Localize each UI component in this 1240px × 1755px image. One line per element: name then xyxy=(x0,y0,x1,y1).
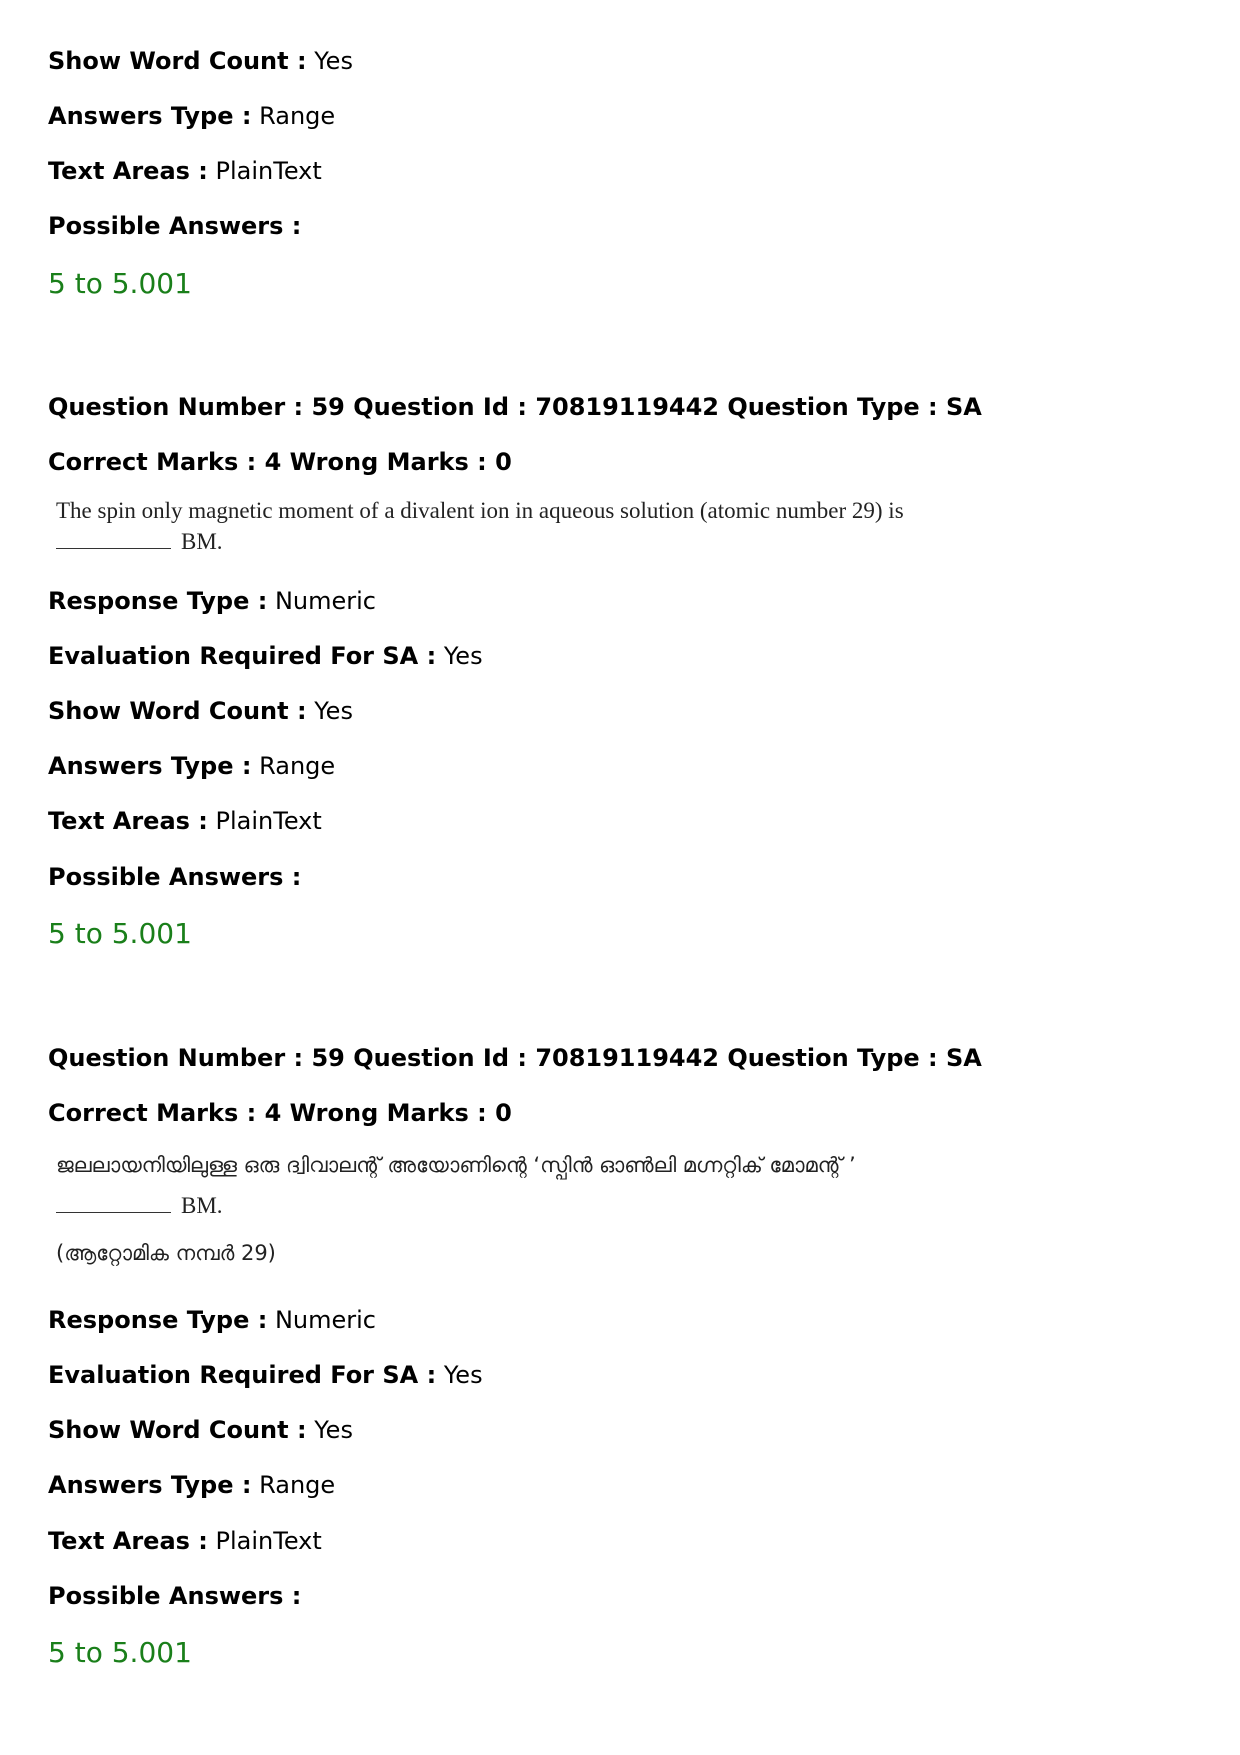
field-label: Possible Answers : xyxy=(48,863,302,891)
question-header xyxy=(48,392,982,422)
question-unit: BM. xyxy=(181,529,223,554)
possible-answer-value: 5 to 5.001 xyxy=(48,1636,192,1669)
show-word-count-field xyxy=(48,696,353,726)
field-value: Range xyxy=(259,1471,336,1499)
show-word-count-field xyxy=(48,46,353,76)
question-text-line-2 xyxy=(56,526,223,557)
field-value: Yes xyxy=(443,1361,483,1389)
question-text-line-1: The spin only magnetic moment of a divalent ion in aqueous solution (atomic number 29) is xyxy=(56,498,904,523)
field-label: Possible Answers : xyxy=(48,212,302,240)
answers-type-field xyxy=(48,101,335,131)
question-header-text: Question Number : 59 Question Id : 70819119442 Question Type : SA xyxy=(48,1044,982,1072)
field-label: Show Word Count : xyxy=(48,47,307,75)
answer-blank xyxy=(56,530,171,549)
field-value: Numeric xyxy=(274,1306,376,1334)
text-areas-field xyxy=(48,806,322,836)
field-value: Yes xyxy=(443,642,483,670)
field-label: Text Areas : xyxy=(48,157,208,185)
field-value: PlainText xyxy=(215,807,322,835)
field-label: Show Word Count : xyxy=(48,1416,307,1444)
response-type-field xyxy=(48,586,376,616)
field-value: Range xyxy=(259,752,336,780)
question-marks xyxy=(48,447,512,477)
question-marks xyxy=(48,1098,512,1128)
question-text-line-3: (ആറ്റോമിക നമ്പർ 29) xyxy=(56,1241,276,1265)
show-word-count-field xyxy=(48,1415,353,1445)
question-marks-text: Correct Marks : 4 Wrong Marks : 0 xyxy=(48,1099,512,1127)
answers-type-field xyxy=(48,751,335,781)
field-label: Answers Type : xyxy=(48,1471,252,1499)
text-areas-field xyxy=(48,1526,322,1556)
field-label: Show Word Count : xyxy=(48,697,307,725)
field-label: Text Areas : xyxy=(48,1527,208,1555)
text-areas-field xyxy=(48,156,322,186)
possible-answer-value: 5 to 5.001 xyxy=(48,267,192,300)
field-label: Evaluation Required For SA : xyxy=(48,1361,437,1389)
question-marks-text: Correct Marks : 4 Wrong Marks : 0 xyxy=(48,448,512,476)
field-label: Answers Type : xyxy=(48,752,252,780)
field-value: PlainText xyxy=(215,157,322,185)
field-value: PlainText xyxy=(215,1527,322,1555)
evaluation-required-field xyxy=(48,641,483,671)
field-label: Possible Answers : xyxy=(48,1582,302,1610)
field-value: Yes xyxy=(314,1416,353,1444)
question-text-line-2 xyxy=(56,1190,223,1221)
possible-answers-label xyxy=(48,862,301,892)
possible-answers-label xyxy=(48,211,301,241)
answer-blank xyxy=(56,1194,171,1213)
possible-answer-value: 5 to 5.001 xyxy=(48,917,192,950)
question-header xyxy=(48,1043,982,1073)
answers-type-field xyxy=(48,1470,335,1500)
field-value: Range xyxy=(259,102,336,130)
field-value: Numeric xyxy=(274,587,376,615)
evaluation-required-field xyxy=(48,1360,483,1390)
possible-answers-label xyxy=(48,1581,301,1611)
field-value: Yes xyxy=(314,697,353,725)
field-label: Answers Type : xyxy=(48,102,252,130)
field-label: Evaluation Required For SA : xyxy=(48,642,437,670)
field-label: Text Areas : xyxy=(48,807,208,835)
field-label: Response Type : xyxy=(48,587,268,615)
question-unit: BM. xyxy=(181,1193,223,1218)
field-value: Yes xyxy=(314,47,353,75)
question-text-line-1: ജലലായനിയിലുള്ള ഒരു ദ്വിവാലന്റ് അയോണിന്റെ ‘സ്പിൻ ഓൺലി മഗ്നറ്റിക് മോമന്റ് ’ xyxy=(56,1153,856,1177)
question-header-text: Question Number : 59 Question Id : 70819119442 Question Type : SA xyxy=(48,393,982,421)
field-label: Response Type : xyxy=(48,1306,268,1334)
response-type-field xyxy=(48,1305,376,1335)
